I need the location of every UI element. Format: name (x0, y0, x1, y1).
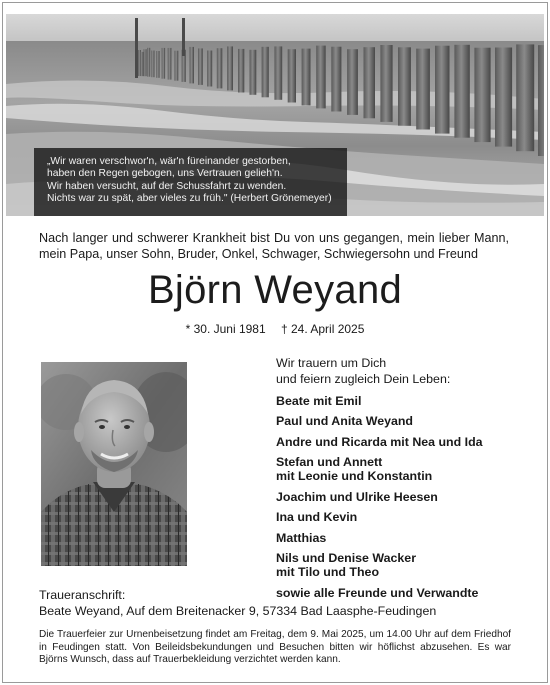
groyne-post (416, 49, 430, 130)
groyne-post (274, 46, 282, 99)
groyne-post (380, 45, 392, 122)
groyne-post (168, 48, 172, 80)
family-entry-line: mit Tilo und Theo (276, 565, 380, 580)
groyne-post (516, 44, 534, 151)
groyne-post (198, 48, 203, 85)
sea-groyne-photo (6, 14, 544, 216)
mourners-intro-line: Wir trauern um Dich (276, 356, 387, 370)
groyne-post (227, 46, 233, 90)
groyne-post (316, 46, 326, 109)
groyne-post (147, 48, 150, 77)
mourners-intro (276, 355, 536, 387)
portrait-photo (41, 362, 187, 566)
family-entry-line: mit Leonie und Konstantin (276, 469, 433, 484)
groyne-post (238, 49, 244, 93)
groyne-post (331, 47, 341, 112)
family-entry (276, 455, 536, 483)
address-block (39, 587, 436, 619)
groyne-post (288, 49, 296, 102)
groyne-post (207, 51, 212, 87)
groyne-post (140, 52, 143, 76)
family-entry (276, 551, 536, 579)
groyne-post (398, 47, 411, 125)
family-entry (276, 394, 536, 408)
family-entry (276, 490, 536, 504)
family-entry-line: sowie alle Freunde und Verwandte (276, 585, 479, 600)
groyne-post (302, 49, 311, 106)
family-entry-line: Ina und Kevin (276, 510, 358, 525)
groyne-post (250, 50, 257, 95)
groyne-post (454, 45, 469, 138)
groyne-post (151, 51, 154, 78)
groyne-post (262, 47, 269, 98)
quote-line: „Wir waren verschwor'n, wär'n füreinander gestorben, (47, 156, 291, 167)
tall-post (182, 18, 185, 56)
family-entry-line: Stefan und Annett (276, 455, 383, 470)
family-entry (276, 510, 536, 524)
mourners-intro-line: und feiern zugleich Dein Leben: (276, 372, 451, 386)
groyne-post (174, 51, 178, 81)
funeral-notice: Die Trauerfeier zur Urnenbeisetzung findet am Freitag, dem 9. Mai 2025, um 14.00 Uhr auf dem Friedhof in Feudingen statt. Von Beileidsbekundungen und Besuchen bitten wir höflichst abzusehen. Es war Björns Wunsch, dass auf Trauerbekleidung verzichtet werden kann. (39, 629, 511, 666)
family-entry-line: Paul und Anita Weyand (276, 414, 413, 429)
family-entry-line: Beate mit Emil (276, 394, 362, 408)
family-entry (276, 414, 536, 428)
family-entry-line: Andre und Ricarda mit Nea und Ida (276, 434, 483, 449)
quote-line: haben den Regen gebogen, uns Vertrauen gelieh'n. (47, 168, 283, 180)
life-dates (0, 322, 550, 336)
mourners-section (276, 355, 536, 606)
address-value: Beate Weyand, Auf dem Breitenacker 9, 57334 Bad Laasphe-Feudingen (39, 604, 437, 618)
groyne-post (364, 47, 376, 118)
quote-line: Wir haben versucht, auf der Schussfahrt zu wenden. (47, 180, 287, 192)
tall-post (135, 18, 138, 78)
family-entry-line: Matthias (276, 530, 327, 545)
groyne-post (156, 51, 159, 78)
address-label: Traueranschrift: (39, 588, 126, 602)
groyne-post (347, 49, 358, 115)
groyne-post (474, 48, 490, 142)
family-entry (276, 531, 536, 545)
family-list (276, 394, 536, 600)
groyne-post (538, 45, 544, 156)
deceased-name: Björn Weyand (147, 268, 403, 312)
quote-box (34, 148, 347, 216)
groyne-post (162, 48, 166, 79)
death-date: † 24. April 2025 (281, 322, 365, 336)
birth-date: * 30. Juni 1981 (185, 322, 266, 336)
groyne-post (190, 47, 195, 84)
groyne-post (217, 48, 223, 88)
intro-text: Nach langer und schwerer Krankheit bist Du von uns gegangen, mein lieber Mann, mein Papa, unser Sohn, Bruder, Onkel, Schwager, Schwiegersohn und Freund (39, 231, 509, 261)
family-entry-line: Joachim und Ulrike Heesen (276, 489, 438, 504)
groyne-post (435, 46, 450, 134)
groyne-post (495, 48, 512, 147)
family-entry-line: Nils und Denise Wacker (276, 550, 417, 565)
groyne-post (144, 49, 147, 76)
quote-line: Nichts war zu spät, aber vieles zu früh." (Herbert Grönemeyer) (47, 193, 332, 205)
family-entry (276, 435, 536, 449)
